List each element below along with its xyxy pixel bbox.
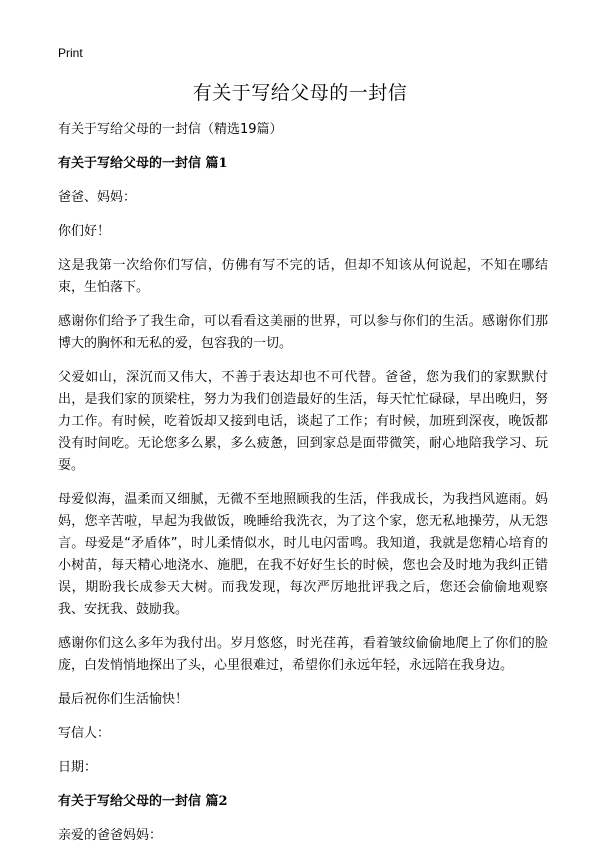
- paragraph: 你们好！: [58, 224, 111, 239]
- paragraph: 这是我第一次给你们写信，仿佛有写不完的话，但却不知该从何说起，不知在哪结束，生怕落下。: [58, 258, 548, 295]
- page-title: 有关于写给父母的一封信: [192, 82, 408, 104]
- print-label[interactable]: Print: [58, 46, 83, 60]
- paragraph: 亲爱的爸爸妈妈：: [58, 828, 163, 843]
- document-body: [58, 119, 548, 859]
- paragraph: 日期：: [58, 760, 98, 775]
- section-heading-2: 有关于写给父母的一封信 篇2: [58, 794, 228, 809]
- paragraph: 写信人：: [58, 726, 111, 741]
- document-subtitle: 有关于写给父母的一封信（精选19篇）: [58, 122, 283, 137]
- paragraph: 最后祝你们生活愉快！: [58, 692, 189, 707]
- paragraph: 父爱如山，深沉而又伟大，不善于表达却也不可代替。爸爸，您为我们的家默默付出，是我们家的顶梁柱，努力为我们创造最好的生活，每天忙忙碌碌，早出晚归，努力工作。有时候，吃着饭却又接到电话，谈起了工作；有时候，加班到深夜，晚饭都没有时间吃。无论您多么累，多么疲惫，回到家总是面带微笑，耐心地陪我学习、玩耍。: [58, 370, 548, 473]
- paragraph: 感谢你们给予了我生命，可以看看这美丽的世界，可以参与你们的生活。感谢你们那博大的胸怀和无私的爱，包容我的一切。: [58, 314, 548, 351]
- paragraph: 爸爸、妈妈：: [58, 190, 137, 205]
- section-heading-1: 有关于写给父母的一封信 篇1: [58, 156, 228, 171]
- paragraph: 母爱似海，温柔而又细腻，无微不至地照顾我的生活，伴我成长，为我挡风遮雨。妈妈，您辛苦啦，早起为我做饭，晚睡给我洗衣，为了这个家，您无私地操劳，从无怨言。母爱是“矛盾体”，时儿柔情似水，时儿电闪雷鸣。我知道，我就是您精心培育的小树苗，每天精心地浇水、施肥，在我不好好生长的时候，您也会及时地为我纠正错误，期盼我长成参天大树。而我发现，每次严厉地批评我之后，您还会偷偷地观察我、安抚我、鼓励我。: [58, 492, 548, 617]
- paragraph: 感谢你们这么多年为我付出。岁月悠悠，时光荏苒，看着皱纹偷偷地爬上了你们的脸庞，白发悄悄地探出了头，心里很难过，希望你们永远年轻，永远陪在我身边。: [58, 636, 548, 673]
